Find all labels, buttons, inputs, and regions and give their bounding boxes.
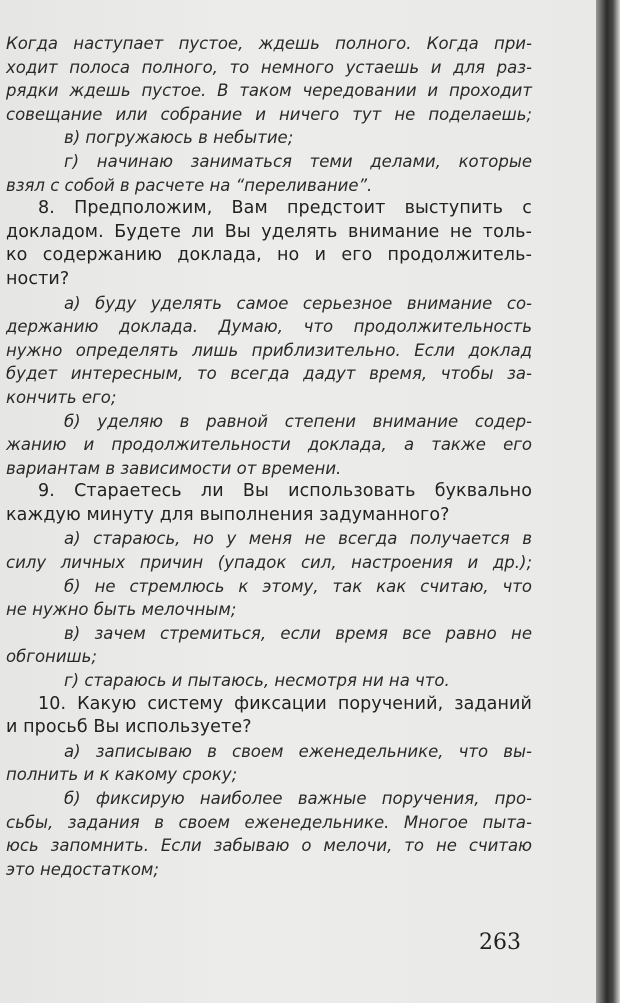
text-line: обгонишь; [6, 647, 97, 667]
book-binding-edge [596, 0, 620, 1003]
answer-option-v: в) зачем стремиться, если время все равно не [64, 623, 532, 643]
text-line: это недостатком; [6, 859, 159, 879]
answer-option-g: г) начинаю заниматься теми делами, которые [64, 151, 532, 171]
page-number: 263 [479, 930, 521, 955]
answer-option-a: а) буду уделять самое серьезное внимание со- [64, 293, 532, 313]
question-line: и просьб Вы используете? [6, 717, 252, 738]
question-line: каждую минуту для выполнения задуманного? [6, 504, 450, 525]
text-line: полнить и к какому сроку; [6, 765, 238, 785]
page-text [6, 32, 532, 881]
text-line: силу личных причин (упадок сил, настроения и др.); [6, 553, 532, 573]
text-line: ходит полоса полного, то немного устаешь и для раз- [6, 57, 532, 77]
text-line: взял с собой в расчете на “переливание”. [6, 175, 373, 195]
question-line: докладом. Будете ли Вы уделять внимание не толь- [6, 221, 532, 242]
question-9: 9. Стараетесь ли Вы использовать буквально [38, 481, 532, 502]
text-line: вариантам в зависимости от времени. [6, 458, 342, 478]
text-line: сьбы, задания в своем еженедельнике. Многое пыта- [6, 812, 532, 832]
answer-option-a: а) записываю в своем еженедельнике, что вы- [64, 741, 532, 761]
answer-option-b: б) уделяю в равной степени внимание содер- [64, 411, 532, 431]
question-line: ко содержанию доклада, но и его продолжитель- [6, 245, 532, 266]
text-line: жанию и продолжительности доклада, а также его [6, 435, 532, 455]
answer-option-b: б) фиксирую наиболее важные поручения, про- [64, 789, 532, 808]
answer-option-g: г) стараюсь и пытаюсь, несмотря ни на что. [64, 671, 450, 691]
text-line: рядки ждешь пустое. В таком чередовании и проходит [6, 81, 532, 101]
text-line: не нужно быть мелочным; [6, 600, 237, 620]
question-10: 10. Какую систему фиксации поручений, заданий [38, 693, 532, 714]
text-line: кончить его; [6, 387, 117, 407]
answer-option-v: в) погружаюсь в небытие; [64, 128, 294, 148]
question-line: ности? [6, 268, 70, 289]
answer-option-b: б) не стремлюсь к этому, так как считаю, что [64, 576, 532, 596]
text-line: нужно определять лишь приблизительно. Если доклад [6, 340, 532, 360]
text-line: юсь запомнить. Если забываю о мелочи, то не считаю [6, 836, 532, 856]
text-line: Когда наступает пустое, ждешь полного. Когда при- [6, 34, 532, 53]
question-8: 8. Предположим, Вам предстоит выступить с [38, 198, 532, 219]
text-line: будет интересным, то всегда дадут время, чтобы за- [6, 364, 532, 384]
answer-option-a: а) стараюсь, но у меня не всегда получается в [64, 529, 532, 549]
text-line: совещание или собрание и ничего тут не поделаешь; [6, 104, 532, 124]
text-line: держанию доклада. Думаю, что продолжительность [6, 317, 532, 337]
